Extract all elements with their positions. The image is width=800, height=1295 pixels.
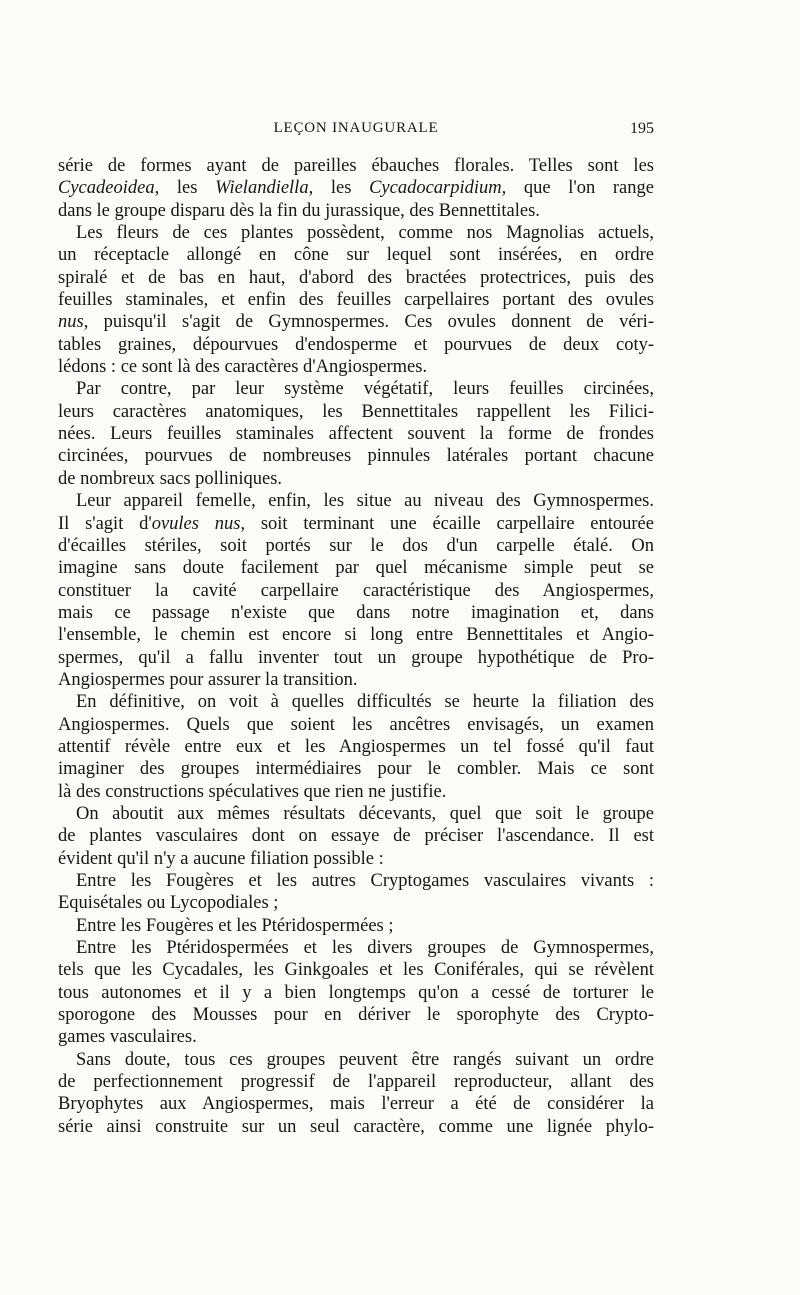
- text-line: de perfectionnement progressif de l'appareil reproducteur, allant des: [58, 1072, 654, 1093]
- text-line: nées. Leurs feuilles staminales affectent souvent la forme de frondes: [58, 424, 654, 445]
- text-line: l'ensemble, le chemin est encore si long entre Bennettitales et Angio-: [58, 625, 654, 646]
- text-line: constituer la cavité carpellaire caractéristique des Angiospermes,: [58, 580, 654, 601]
- paragraph-first-line: Entre les Ptéridospermées et les divers groupes de Gymnospermes,: [76, 938, 654, 959]
- text-line: tables graines, dépourvues d'endosperme et pourvues de deux coty-: [58, 334, 654, 355]
- paragraph-first-line: Leur appareil femelle, enfin, les situe au niveau des Gymnospermes.: [76, 491, 654, 512]
- text-line: lédons : ce sont là des caractères d'Angiospermes.: [58, 357, 428, 378]
- text-line: évident qu'il n'y a aucune filiation possible :: [58, 848, 384, 869]
- text-line: feuilles staminales, et enfin des feuilles carpellaires portant des ovules: [58, 290, 654, 311]
- text-line: imaginer des groupes intermédiaires pour le combler. Mais ce sont: [58, 759, 654, 780]
- text-line: Equisétales ou Lycopodiales ;: [58, 893, 279, 914]
- text-line: leurs caractères anatomiques, les Bennettitales rappellent les Filici-: [58, 401, 654, 422]
- paragraph-first-line: On aboutit aux mêmes résultats décevants, quel que soit le groupe: [76, 803, 654, 824]
- text-line: circinées, pourvues de nombreuses pinnules latérales portant chacune: [58, 446, 654, 467]
- text-line: de plantes vasculaires dont on essaye de préciser l'ascendance. Il est: [58, 826, 654, 847]
- text-line: série de formes ayant de pareilles ébauches florales. Telles sont les: [58, 156, 654, 176]
- text-line: Bryophytes aux Angiospermes, mais l'erreur a été de considérer la: [58, 1094, 654, 1115]
- text-line: tels que les Cycadales, les Ginkgoales et les Coniférales, qui se révèlent: [58, 960, 654, 981]
- text-line: Cycadeoidea, les Wielandiella, les Cycadocarpidium, que l'on range: [58, 178, 654, 199]
- text-line: mais ce passage n'existe que dans notre imagination et, dans: [58, 602, 654, 623]
- paragraph-first-line: Entre les Fougères et les Ptéridospermées ;: [76, 915, 394, 936]
- page-header: [58, 120, 654, 146]
- body-text: [58, 155, 654, 1138]
- text-line: série ainsi construite sur un seul caractère, comme une lignée phylo-: [58, 1116, 654, 1137]
- paragraph-first-line: Par contre, par leur système végétatif, leurs feuilles circinées,: [76, 379, 654, 400]
- paragraph-first-line: Les fleurs de ces plantes possèdent, comme nos Magnolias actuels,: [76, 223, 654, 244]
- text-line: spiralé et de bas en haut, d'abord des bractées protectrices, puis des: [58, 267, 654, 288]
- text-line: nus, puisqu'il s'agit de Gymnospermes. Ces ovules donnent de véri-: [58, 312, 654, 333]
- text-line: tous autonomes et il y a bien longtemps qu'on a cessé de torturer le: [58, 982, 654, 1003]
- text-line: d'écailles stériles, soit portés sur le dos d'un carpelle étalé. On: [58, 535, 654, 556]
- text-line: sporogone des Mousses pour en dériver le sporophyte des Crypto-: [58, 1005, 654, 1026]
- paragraph-first-line: Entre les Fougères et les autres Cryptogames vasculaires vivants :: [76, 871, 654, 891]
- text-line: attentif révèle entre eux et les Angiospermes un tel fossé qu'il faut: [58, 736, 654, 757]
- paragraph-first-line: En définitive, on voit à quelles difficultés se heurte la filiation des: [76, 692, 654, 713]
- text-line: imagine sans doute facilement par quel mécanisme simple peut se: [58, 558, 654, 579]
- text-line: Angiospermes. Quels que soient les ancêtres envisagés, un examen: [58, 714, 654, 735]
- text-line: games vasculaires.: [58, 1027, 197, 1048]
- paragraph-first-line: Sans doute, tous ces groupes peuvent être rangés suivant un ordre: [76, 1049, 654, 1070]
- text-line: Angiospermes pour assurer la transition.: [58, 669, 358, 690]
- text-line: là des constructions spéculatives que rien ne justifie.: [58, 781, 447, 802]
- text-line: un réceptacle allongé en cône sur lequel sont insérées, en ordre: [58, 245, 654, 266]
- running-title: LEÇON INAUGURALE: [273, 120, 439, 136]
- text-line: spermes, qu'il a fallu inventer tout un groupe hypothétique de Pro-: [58, 647, 654, 668]
- text-line: de nombreux sacs polliniques.: [58, 468, 283, 489]
- text-line: dans le groupe disparu dès la fin du jurassique, des Bennettitales.: [58, 200, 540, 221]
- text-line: Il s'agit d'ovules nus, soit terminant une écaille carpellaire entourée: [58, 513, 654, 534]
- page-number: 195: [630, 120, 654, 137]
